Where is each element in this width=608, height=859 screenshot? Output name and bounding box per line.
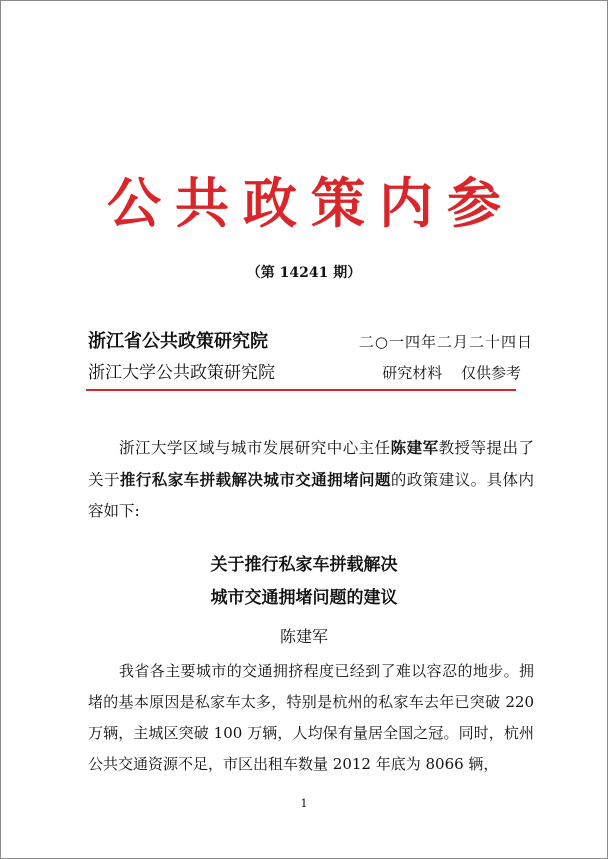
intro-text-3: 的政策建议。具体内容如下: [88,471,534,520]
intro-text-2: 教授等提出了关于 [88,439,534,489]
intro-topic: 推行私家车拼载解决城市交通拥堵问题 [119,470,391,489]
intro-paragraph [88,432,534,527]
article-title-line-2: 城市交通拥堵问题的建议 [210,588,398,608]
issue-number: （第 14241 期） [246,265,362,281]
header-row-primary [88,327,533,353]
publish-date: 二○一四年二月二十四日 [358,333,533,351]
page-number: 1 [300,797,308,810]
reference-note: 研究材料 仅供参考 [382,364,521,382]
intro-text-1: 浙江大学区域与城市发展研究中心主任 [119,439,391,457]
article-title-line-1: 关于推行私家车拼载解决 [210,555,398,575]
publisher-primary: 浙江省公共政策研究院 [88,331,268,352]
article-author: 陈建军 [279,627,328,646]
masthead-title: 公共政策内参 [107,172,515,235]
header-row-secondary [88,358,533,383]
publisher-secondary: 浙江大学公共政策研究院 [88,363,275,383]
red-divider [86,389,516,391]
intro-author: 陈建军 [390,438,439,457]
article-paragraph: 我省各主要城市的交通拥挤程度已经到了难以容忍的地步。拥堵的基本原因是私家车太多，特别是杭州的私家车去年已突破 220 万辆，主城区突破 100 万辆，人均保有量居全国之冠。同时，杭州公共交通资源不足，市区出租车数量 2012 年底为 8066 辆， [88,662,534,773]
